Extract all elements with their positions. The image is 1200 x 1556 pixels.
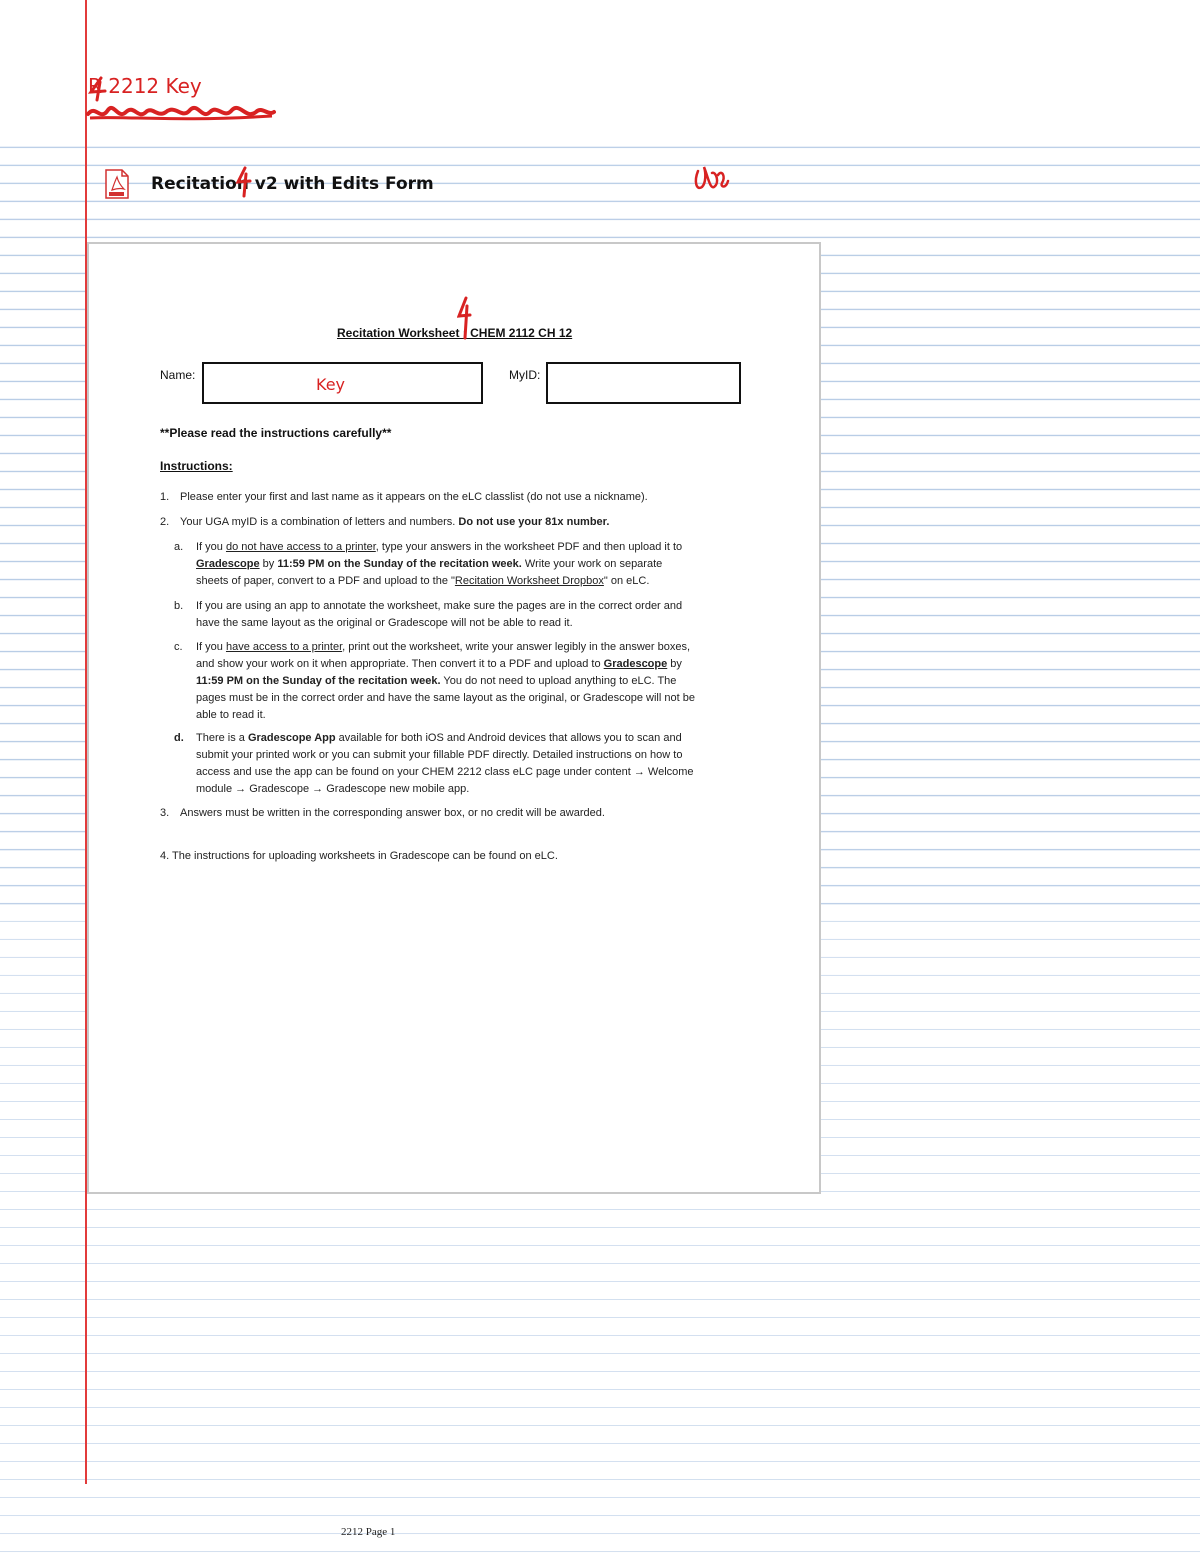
instruction-item-1: 1. Please enter your first and last name as it appears on the eLC classlist (do not use a nickname).: [160, 491, 648, 503]
attachment-filename[interactable]: Recitation v2 with Edits Form: [151, 174, 434, 194]
myid-label: MyID:: [509, 368, 541, 382]
handwritten-number: [457, 296, 473, 340]
instruction-item-2c: c. If you have access to a printer, print out the worksheet, write your answer legibly in the answer boxes, and show your work on it when appropriate. Then convert it to a PDF and upload to Gradescope by 11:59 PM on the Sunday of the recitation week. You do not need to upload anything to eLC. The pages must be in the correct order and have the same layout as the original, or Gradescope will not be able to read it.: [174, 641, 695, 721]
instruction-item-2b: b. If you are using an app to annotate the worksheet, make sure the pages are in the correct order and have the same layout as the original or Gradescope will not be able to read it.: [174, 600, 683, 629]
dropbox-link[interactable]: Recitation Worksheet Dropbox: [454, 575, 604, 587]
page-footer: 2212 Page 1: [341, 1526, 396, 1538]
pdf-file-icon: [104, 169, 130, 199]
pdf-attachment[interactable]: [104, 168, 434, 200]
instructions-warning: **Please read the instructions carefully**: [160, 426, 392, 440]
myid-field[interactable]: [546, 362, 741, 404]
gradescope-link[interactable]: Gradescope: [196, 558, 260, 570]
name-label: Name:: [160, 368, 196, 382]
instruction-item-3: 3. Answers must be written in the corresponding answer box, or no credit will be awarded.: [160, 807, 605, 819]
handwritten-scribble: [86, 98, 276, 126]
name-field[interactable]: [202, 362, 483, 404]
name-field-value: Key: [316, 375, 346, 394]
instruction-item-2a: a. If you do not have access to a printer, type your answers in the worksheet PDF and then upload it to Gradescope by 11:59 PM on the Sunday of the recitation week. Write your work on separate sheets of paper, convert to a PDF and upload to the "Recitation Worksheet Dropbox" on eLC.: [174, 541, 683, 587]
instruction-item-4: 4. The instructions for uploading worksheets in Gradescope can be found on eLC.: [160, 850, 558, 862]
worksheet-title: Recitation Worksheet : CHEM 2112 CH 12: [337, 326, 573, 340]
instruction-item-2d: d. There is a Gradescope App available for both iOS and Android devices that allows you to scan and submit your printed work or you can submit your fillable PDF directly. Detailed instructions on how to access and use the app can be found on your CHEM 2212 class eLC page under content → Welcome module → Gradescope → Gradescope new mobile app.: [174, 732, 694, 795]
pdf-page-preview: [87, 242, 821, 1194]
handwritten-number: [235, 166, 253, 198]
instructions-heading: Instructions:: [160, 459, 233, 473]
instruction-item-2: 2. Your UGA myID is a combination of letters and numbers. Do not use your 81x number.: [160, 516, 610, 528]
handwritten-initials: [692, 163, 732, 197]
gradescope-link[interactable]: Gradescope: [603, 658, 668, 670]
notebook-page-title[interactable]: R 2212 Key: [88, 74, 202, 98]
